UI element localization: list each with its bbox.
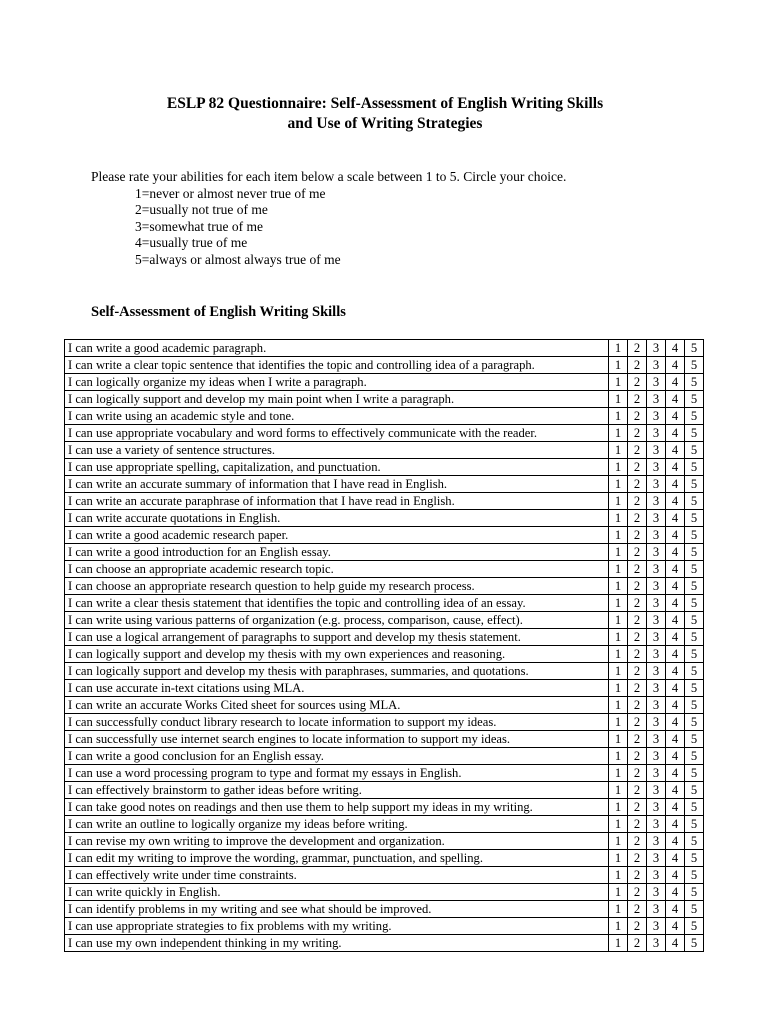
rating-option-3[interactable]: 3 <box>647 374 666 391</box>
scale-item: 1=never or almost never true of me <box>135 185 326 201</box>
rating-option-5[interactable]: 5 <box>685 391 704 408</box>
rating-option-4[interactable]: 4 <box>666 374 685 391</box>
rating-option-2[interactable]: 2 <box>628 510 647 527</box>
rating-option-1[interactable]: 1 <box>609 578 628 595</box>
rating-option-5[interactable]: 5 <box>685 731 704 748</box>
table-row <box>65 782 704 799</box>
instructions-block <box>91 169 566 268</box>
rating-option-3[interactable]: 3 <box>647 782 666 799</box>
skill-statement: I can write a good academic paragraph. <box>65 340 609 357</box>
rating-option-3[interactable]: 3 <box>647 459 666 476</box>
rating-option-4[interactable]: 4 <box>666 935 685 952</box>
rating-option-3[interactable]: 3 <box>647 816 666 833</box>
rating-option-2[interactable]: 2 <box>628 459 647 476</box>
rating-option-4[interactable]: 4 <box>666 442 685 459</box>
table-row <box>65 510 704 527</box>
skill-statement: I can use a variety of sentence structures. <box>65 442 609 459</box>
rating-option-3[interactable]: 3 <box>647 884 666 901</box>
rating-option-1[interactable]: 1 <box>609 765 628 782</box>
table-row <box>65 527 704 544</box>
rating-option-1[interactable]: 1 <box>609 782 628 799</box>
rating-option-3[interactable]: 3 <box>647 476 666 493</box>
rating-option-5[interactable]: 5 <box>685 408 704 425</box>
rating-option-1[interactable]: 1 <box>609 697 628 714</box>
document-title <box>0 94 770 134</box>
title-line-1: ESLP 82 Questionnaire: Self-Assessment of English Writing Skills <box>166 95 604 112</box>
rating-option-1[interactable]: 1 <box>609 340 628 357</box>
rating-option-5[interactable]: 5 <box>685 901 704 918</box>
skill-statement: I can edit my writing to improve the wording, grammar, punctuation, and spelling. <box>65 850 609 867</box>
skill-statement: I can use accurate in-text citations using MLA. <box>65 680 609 697</box>
rating-option-2[interactable]: 2 <box>628 612 647 629</box>
skill-statement: I can write an outline to logically organize my ideas before writing. <box>65 816 609 833</box>
rating-option-4[interactable]: 4 <box>666 765 685 782</box>
skill-statement: I can write an accurate paraphrase of information that I have read in English. <box>65 493 609 510</box>
rating-option-2[interactable]: 2 <box>628 340 647 357</box>
rating-option-5[interactable]: 5 <box>685 816 704 833</box>
rating-option-4[interactable]: 4 <box>666 663 685 680</box>
rating-option-4[interactable]: 4 <box>666 340 685 357</box>
rating-option-3[interactable]: 3 <box>647 646 666 663</box>
rating-option-3[interactable]: 3 <box>647 578 666 595</box>
rating-option-3[interactable]: 3 <box>647 612 666 629</box>
rating-option-2[interactable]: 2 <box>628 493 647 510</box>
rating-option-1[interactable]: 1 <box>609 612 628 629</box>
rating-option-1[interactable]: 1 <box>609 595 628 612</box>
rating-option-1[interactable]: 1 <box>609 527 628 544</box>
rating-option-4[interactable]: 4 <box>666 476 685 493</box>
rating-option-3[interactable]: 3 <box>647 731 666 748</box>
table-row <box>65 748 704 765</box>
skill-statement: I can use a word processing program to type and format my essays in English. <box>65 765 609 782</box>
rating-option-5[interactable]: 5 <box>685 442 704 459</box>
table-row <box>65 697 704 714</box>
rating-option-3[interactable]: 3 <box>647 340 666 357</box>
rating-option-3[interactable]: 3 <box>647 833 666 850</box>
rating-option-2[interactable]: 2 <box>628 425 647 442</box>
rating-option-3[interactable]: 3 <box>647 391 666 408</box>
skill-statement: I can use appropriate strategies to fix problems with my writing. <box>65 918 609 935</box>
skill-statement: I can take good notes on readings and then use them to help support my ideas in my writing. <box>65 799 609 816</box>
rating-option-5[interactable]: 5 <box>685 476 704 493</box>
skill-statement: I can write a good academic research paper. <box>65 527 609 544</box>
rating-option-5[interactable]: 5 <box>685 374 704 391</box>
table-row <box>65 765 704 782</box>
skill-statement: I can use appropriate spelling, capitalization, and punctuation. <box>65 459 609 476</box>
rating-option-4[interactable]: 4 <box>666 391 685 408</box>
rating-option-1[interactable]: 1 <box>609 425 628 442</box>
rating-option-1[interactable]: 1 <box>609 408 628 425</box>
rating-option-3[interactable]: 3 <box>647 799 666 816</box>
rating-option-4[interactable]: 4 <box>666 578 685 595</box>
rating-option-1[interactable]: 1 <box>609 510 628 527</box>
rating-option-4[interactable]: 4 <box>666 816 685 833</box>
table-row <box>65 425 704 442</box>
rating-option-1[interactable]: 1 <box>609 544 628 561</box>
rating-option-2[interactable]: 2 <box>628 646 647 663</box>
skill-statement: I can successfully conduct library research to locate information to support my ideas. <box>65 714 609 731</box>
skill-statement: I can write using various patterns of organization (e.g. process, comparison, cause, effect). <box>65 612 609 629</box>
rating-option-3[interactable]: 3 <box>647 527 666 544</box>
table-row <box>65 663 704 680</box>
rating-option-4[interactable]: 4 <box>666 782 685 799</box>
table-row <box>65 578 704 595</box>
rating-option-1[interactable]: 1 <box>609 646 628 663</box>
rating-option-4[interactable]: 4 <box>666 833 685 850</box>
rating-option-4[interactable]: 4 <box>666 748 685 765</box>
rating-option-1[interactable]: 1 <box>609 850 628 867</box>
table-row <box>65 408 704 425</box>
rating-option-1[interactable]: 1 <box>609 459 628 476</box>
rating-option-3[interactable]: 3 <box>647 493 666 510</box>
rating-option-5[interactable]: 5 <box>685 340 704 357</box>
rating-option-2[interactable]: 2 <box>628 561 647 578</box>
table-row <box>65 884 704 901</box>
rating-option-5[interactable]: 5 <box>685 595 704 612</box>
rating-option-4[interactable]: 4 <box>666 884 685 901</box>
rating-option-4[interactable]: 4 <box>666 629 685 646</box>
skill-statement: I can revise my own writing to improve the development and organization. <box>65 833 609 850</box>
skill-statement: I can write a good conclusion for an English essay. <box>65 748 609 765</box>
skill-statement: I can logically support and develop my thesis with paraphrases, summaries, and quotations. <box>65 663 609 680</box>
scale-item: 4=usually true of me <box>135 235 248 250</box>
table-row <box>65 476 704 493</box>
rating-option-1[interactable]: 1 <box>609 748 628 765</box>
rating-option-3[interactable]: 3 <box>647 680 666 697</box>
rating-option-2[interactable]: 2 <box>628 663 647 680</box>
rating-option-5[interactable]: 5 <box>685 527 704 544</box>
rating-option-2[interactable]: 2 <box>628 595 647 612</box>
rating-option-2[interactable]: 2 <box>628 884 647 901</box>
table-row <box>65 612 704 629</box>
rating-option-1[interactable]: 1 <box>609 816 628 833</box>
rating-option-3[interactable]: 3 <box>647 850 666 867</box>
rating-option-4[interactable]: 4 <box>666 867 685 884</box>
rating-option-3[interactable]: 3 <box>647 697 666 714</box>
table-row <box>65 850 704 867</box>
rating-option-4[interactable]: 4 <box>666 595 685 612</box>
skill-statement: I can successfully use internet search engines to locate information to support my ideas. <box>65 731 609 748</box>
rating-option-2[interactable]: 2 <box>628 714 647 731</box>
skill-statement: I can choose an appropriate academic research topic. <box>65 561 609 578</box>
rating-option-5[interactable]: 5 <box>685 697 704 714</box>
rating-option-5[interactable]: 5 <box>685 544 704 561</box>
rating-option-1[interactable]: 1 <box>609 731 628 748</box>
rating-option-2[interactable]: 2 <box>628 442 647 459</box>
rating-option-2[interactable]: 2 <box>628 850 647 867</box>
rating-option-2[interactable]: 2 <box>628 476 647 493</box>
rating-option-4[interactable]: 4 <box>666 901 685 918</box>
rating-option-2[interactable]: 2 <box>628 765 647 782</box>
rating-option-5[interactable]: 5 <box>685 510 704 527</box>
rating-option-4[interactable]: 4 <box>666 510 685 527</box>
rating-option-2[interactable]: 2 <box>628 901 647 918</box>
rating-option-2[interactable]: 2 <box>628 357 647 374</box>
rating-option-2[interactable]: 2 <box>628 629 647 646</box>
table-row <box>65 816 704 833</box>
skill-statement: I can write a good introduction for an English essay. <box>65 544 609 561</box>
skill-statement: I can write an accurate Works Cited sheet for sources using MLA. <box>65 697 609 714</box>
rating-option-3[interactable]: 3 <box>647 901 666 918</box>
rating-option-3[interactable]: 3 <box>647 714 666 731</box>
rating-option-1[interactable]: 1 <box>609 799 628 816</box>
table-row <box>65 561 704 578</box>
rating-option-3[interactable]: 3 <box>647 425 666 442</box>
rating-option-1[interactable]: 1 <box>609 561 628 578</box>
rating-option-2[interactable]: 2 <box>628 748 647 765</box>
rating-option-4[interactable]: 4 <box>666 731 685 748</box>
table-row <box>65 340 704 357</box>
table-row <box>65 629 704 646</box>
rating-option-4[interactable]: 4 <box>666 714 685 731</box>
table-row <box>65 544 704 561</box>
rating-option-1[interactable]: 1 <box>609 918 628 935</box>
rating-option-5[interactable]: 5 <box>685 850 704 867</box>
rating-option-2[interactable]: 2 <box>628 391 647 408</box>
rating-option-5[interactable]: 5 <box>685 867 704 884</box>
skill-statement: I can write a clear thesis statement that identifies the topic and controlling idea of an essay. <box>65 595 609 612</box>
rating-option-5[interactable]: 5 <box>685 833 704 850</box>
title-line-2: and Use of Writing Strategies <box>287 115 483 132</box>
rating-option-1[interactable]: 1 <box>609 442 628 459</box>
skill-statement: I can effectively write under time constraints. <box>65 867 609 884</box>
rating-option-3[interactable]: 3 <box>647 629 666 646</box>
skills-table <box>64 339 704 952</box>
rating-option-4[interactable]: 4 <box>666 680 685 697</box>
rating-option-1[interactable]: 1 <box>609 629 628 646</box>
rating-option-4[interactable]: 4 <box>666 646 685 663</box>
rating-option-3[interactable]: 3 <box>647 544 666 561</box>
rating-option-5[interactable]: 5 <box>685 629 704 646</box>
rating-option-5[interactable]: 5 <box>685 493 704 510</box>
table-row <box>65 714 704 731</box>
rating-option-5[interactable]: 5 <box>685 765 704 782</box>
rating-option-3[interactable]: 3 <box>647 442 666 459</box>
rating-option-4[interactable]: 4 <box>666 544 685 561</box>
rating-option-1[interactable]: 1 <box>609 391 628 408</box>
rating-option-3[interactable]: 3 <box>647 748 666 765</box>
rating-option-2[interactable]: 2 <box>628 408 647 425</box>
section-title: Self-Assessment of English Writing Skills <box>91 304 346 320</box>
table-row <box>65 493 704 510</box>
rating-option-3[interactable]: 3 <box>647 935 666 952</box>
rating-option-2[interactable]: 2 <box>628 578 647 595</box>
rating-option-2[interactable]: 2 <box>628 782 647 799</box>
rating-option-1[interactable]: 1 <box>609 493 628 510</box>
rating-option-1[interactable]: 1 <box>609 476 628 493</box>
rating-option-5[interactable]: 5 <box>685 646 704 663</box>
rating-option-1[interactable]: 1 <box>609 901 628 918</box>
rating-option-1[interactable]: 1 <box>609 374 628 391</box>
skill-statement: I can logically support and develop my main point when I write a paragraph. <box>65 391 609 408</box>
rating-option-2[interactable]: 2 <box>628 918 647 935</box>
rating-option-1[interactable]: 1 <box>609 357 628 374</box>
rating-option-5[interactable]: 5 <box>685 748 704 765</box>
rating-option-1[interactable]: 1 <box>609 884 628 901</box>
rating-option-2[interactable]: 2 <box>628 833 647 850</box>
rating-option-4[interactable]: 4 <box>666 425 685 442</box>
rating-option-1[interactable]: 1 <box>609 680 628 697</box>
rating-option-5[interactable]: 5 <box>685 918 704 935</box>
table-row <box>65 391 704 408</box>
skill-statement: I can write an accurate summary of information that I have read in English. <box>65 476 609 493</box>
rating-option-1[interactable]: 1 <box>609 935 628 952</box>
rating-option-2[interactable]: 2 <box>628 867 647 884</box>
rating-option-2[interactable]: 2 <box>628 544 647 561</box>
skill-statement: I can effectively brainstorm to gather ideas before writing. <box>65 782 609 799</box>
rating-option-5[interactable]: 5 <box>685 884 704 901</box>
rating-option-3[interactable]: 3 <box>647 918 666 935</box>
table-row <box>65 935 704 952</box>
rating-option-2[interactable]: 2 <box>628 935 647 952</box>
rating-option-3[interactable]: 3 <box>647 867 666 884</box>
rating-option-1[interactable]: 1 <box>609 663 628 680</box>
rating-option-4[interactable]: 4 <box>666 527 685 544</box>
rating-option-4[interactable]: 4 <box>666 459 685 476</box>
rating-option-3[interactable]: 3 <box>647 561 666 578</box>
rating-option-3[interactable]: 3 <box>647 357 666 374</box>
rating-option-4[interactable]: 4 <box>666 357 685 374</box>
skill-statement: I can use my own independent thinking in my writing. <box>65 935 609 952</box>
rating-option-1[interactable]: 1 <box>609 867 628 884</box>
skill-statement: I can write quickly in English. <box>65 884 609 901</box>
rating-option-5[interactable]: 5 <box>685 459 704 476</box>
rating-option-3[interactable]: 3 <box>647 510 666 527</box>
table-row <box>65 374 704 391</box>
table-row <box>65 918 704 935</box>
table-row <box>65 731 704 748</box>
table-row <box>65 357 704 374</box>
rating-option-4[interactable]: 4 <box>666 697 685 714</box>
rating-option-3[interactable]: 3 <box>647 408 666 425</box>
rating-option-4[interactable]: 4 <box>666 799 685 816</box>
rating-option-4[interactable]: 4 <box>666 612 685 629</box>
rating-option-5[interactable]: 5 <box>685 799 704 816</box>
rating-option-5[interactable]: 5 <box>685 663 704 680</box>
table-row <box>65 646 704 663</box>
table-row <box>65 442 704 459</box>
skill-statement: I can logically support and develop my thesis with my own experiences and reasoning. <box>65 646 609 663</box>
rating-option-2[interactable]: 2 <box>628 799 647 816</box>
rating-option-5[interactable]: 5 <box>685 425 704 442</box>
table-row <box>65 867 704 884</box>
instructions-text: Please rate your abilities for each item below a scale between 1 to 5. Circle your choice. <box>91 169 567 184</box>
rating-option-1[interactable]: 1 <box>609 714 628 731</box>
rating-option-4[interactable]: 4 <box>666 408 685 425</box>
skill-statement: I can use a logical arrangement of paragraphs to support and develop my thesis statement. <box>65 629 609 646</box>
table-row <box>65 833 704 850</box>
rating-option-3[interactable]: 3 <box>647 663 666 680</box>
skills-table-body <box>65 340 704 952</box>
skill-statement: I can write using an academic style and tone. <box>65 408 609 425</box>
rating-option-5[interactable]: 5 <box>685 935 704 952</box>
rating-option-1[interactable]: 1 <box>609 833 628 850</box>
skill-statement: I can choose an appropriate research question to help guide my research process. <box>65 578 609 595</box>
skill-statement: I can write accurate quotations in English. <box>65 510 609 527</box>
table-row <box>65 799 704 816</box>
rating-option-5[interactable]: 5 <box>685 578 704 595</box>
rating-option-5[interactable]: 5 <box>685 612 704 629</box>
rating-option-2[interactable]: 2 <box>628 680 647 697</box>
rating-option-5[interactable]: 5 <box>685 357 704 374</box>
rating-option-2[interactable]: 2 <box>628 374 647 391</box>
rating-option-5[interactable]: 5 <box>685 714 704 731</box>
rating-option-2[interactable]: 2 <box>628 731 647 748</box>
scale-item: 2=usually not true of me <box>135 202 268 217</box>
rating-option-5[interactable]: 5 <box>685 782 704 799</box>
rating-option-4[interactable]: 4 <box>666 561 685 578</box>
table-row <box>65 459 704 476</box>
rating-option-4[interactable]: 4 <box>666 918 685 935</box>
table-row <box>65 680 704 697</box>
table-row <box>65 595 704 612</box>
rating-option-4[interactable]: 4 <box>666 850 685 867</box>
rating-option-5[interactable]: 5 <box>685 561 704 578</box>
skill-statement: I can use appropriate vocabulary and word forms to effectively communicate with the reader. <box>65 425 609 442</box>
rating-option-4[interactable]: 4 <box>666 493 685 510</box>
skill-statement: I can identify problems in my writing and see what should be improved. <box>65 901 609 918</box>
rating-option-2[interactable]: 2 <box>628 816 647 833</box>
skill-statement: I can logically organize my ideas when I write a paragraph. <box>65 374 609 391</box>
scale-item: 3=somewhat true of me <box>135 218 263 234</box>
table-row <box>65 901 704 918</box>
rating-option-3[interactable]: 3 <box>647 765 666 782</box>
scale-item: 5=always or almost always true of me <box>135 251 341 267</box>
rating-option-2[interactable]: 2 <box>628 527 647 544</box>
skill-statement: I can write a clear topic sentence that identifies the topic and controlling idea of a paragraph. <box>65 357 609 374</box>
rating-option-3[interactable]: 3 <box>647 595 666 612</box>
rating-scale <box>91 186 566 269</box>
rating-option-2[interactable]: 2 <box>628 697 647 714</box>
rating-option-5[interactable]: 5 <box>685 680 704 697</box>
